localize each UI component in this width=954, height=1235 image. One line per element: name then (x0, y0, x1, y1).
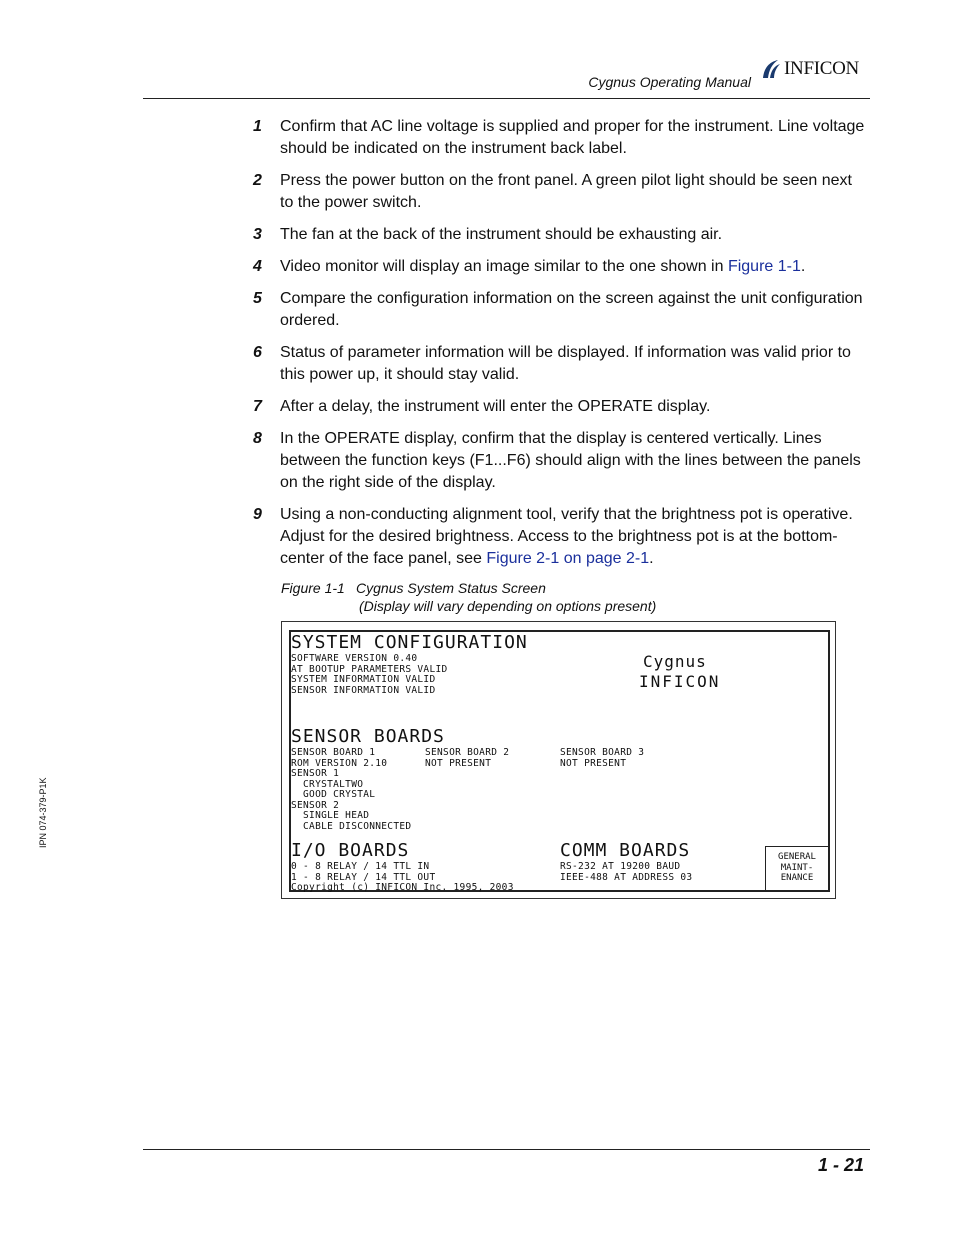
step-text (280, 256, 868, 278)
system-config-lines: SOFTWARE VERSION 0.40 AT BOOTUP PARAMETERS VALID SYSTEM INFORMATION VALID SENSOR INFORMATION VALID (291, 653, 448, 696)
comm-boards-lines: RS-232 AT 19200 BAUD IEEE-488 AT ADDRESS 03 (560, 861, 693, 883)
sensor-board-1-info: SENSOR BOARD 1 ROM VERSION 2.10 SENSOR 1 CRYSTALTWO GOOD CRYSTAL SENSOR 2 SINGLE HEAD CABLE DISCONNECTED (291, 747, 412, 832)
figure-1-1-link[interactable]: Figure 1-1 (727, 258, 801, 275)
step-text-part: Video monitor will display an image similar to the one shown in (280, 258, 728, 275)
inficon-logo (760, 58, 859, 80)
figure-title: Cygnus System Status Screen (356, 580, 546, 596)
step-item (253, 428, 868, 494)
step-item (253, 224, 868, 246)
figure-note: (Display will vary depending on options present) (359, 598, 657, 614)
page-number: 1 - 21 (817, 1155, 864, 1175)
status-screen (289, 630, 830, 892)
step-number: 7 (253, 398, 262, 415)
step-text: The fan at the back of the instrument should be exhausting air. (280, 226, 723, 243)
step-text (280, 504, 868, 570)
step-number: 2 (253, 172, 262, 189)
step-item (253, 170, 868, 214)
step-number: 5 (253, 290, 262, 307)
figure-caption (281, 579, 546, 598)
step-text: After a delay, the instrument will enter the OPERATE display. (280, 398, 711, 415)
document-code: IPN 074-379-P1K (38, 777, 48, 848)
step-item (253, 342, 868, 386)
step-text: Status of parameter information will be displayed. If information was valid prior to this power up, it should stay valid. (280, 344, 851, 383)
brand-company: INFICON (639, 672, 721, 691)
logo-text: INFICON (784, 58, 859, 79)
footer-divider (143, 1149, 870, 1150)
system-status-figure (281, 621, 836, 899)
step-number: 1 (253, 118, 262, 135)
step-item (253, 504, 868, 570)
io-boards-heading: I/O BOARDS (291, 840, 410, 861)
system-config-heading: SYSTEM CONFIGURATION (291, 632, 528, 653)
step-text: Compare the configuration information on the screen against the unit configuration ordered. (280, 290, 863, 329)
header-divider (143, 98, 870, 99)
brand-name: Cygnus (643, 652, 707, 671)
step-item (253, 396, 868, 418)
step-number: 3 (253, 226, 262, 243)
step-text: Confirm that AC line voltage is supplied and proper for the instrument. Line voltage should be indicated on the instrument back label. (280, 118, 865, 157)
figure-number: Figure 1-1 (281, 580, 345, 596)
sensor-boards-heading: SENSOR BOARDS (291, 726, 445, 747)
inficon-logo-icon (760, 58, 782, 80)
figure-2-1-link[interactable]: Figure 2-1 on page 2-1 (486, 550, 650, 567)
step-item (253, 288, 868, 332)
sensor-board-2-info: SENSOR BOARD 2 NOT PRESENT (425, 747, 510, 769)
step-number: 4 (253, 258, 262, 275)
step-text: Press the power button on the front panel. A green pilot light should be seen next to the power switch. (280, 172, 852, 211)
side-margin (38, 777, 109, 858)
step-text-part: . (800, 258, 806, 275)
function-key-label: GENERAL MAINT- ENANCE (778, 852, 816, 883)
step-text: In the OPERATE display, confirm that the display is centered vertically. Lines between the function keys (F1...F6) should align with the lines between the panels on the right side of the display. (280, 430, 861, 491)
comm-boards-heading: COMM BOARDS (560, 840, 691, 861)
procedure-steps (253, 116, 868, 580)
manual-title: Cygnus Operating Manual (588, 74, 751, 90)
step-number: 9 (253, 506, 262, 523)
step-text-part: . (649, 550, 654, 567)
io-boards-lines: 0 - 8 RELAY / 14 TTL IN 1 - 8 RELAY / 14 TTL OUT Copyright (c) INFICON Inc. 1995, 2003 (291, 861, 514, 893)
step-item (253, 116, 868, 160)
general-maintenance-key[interactable] (765, 846, 828, 890)
sensor-board-3-info: SENSOR BOARD 3 NOT PRESENT (560, 747, 645, 769)
step-number: 8 (253, 430, 262, 447)
step-text-part: Using a non-conducting alignment tool, verify that the brightness pot is operative. Adjust for the desired brightness. Access to the brightness pot is at the bottom-center of the face panel, see (280, 506, 853, 567)
step-number: 6 (253, 344, 262, 361)
step-item (253, 256, 868, 278)
